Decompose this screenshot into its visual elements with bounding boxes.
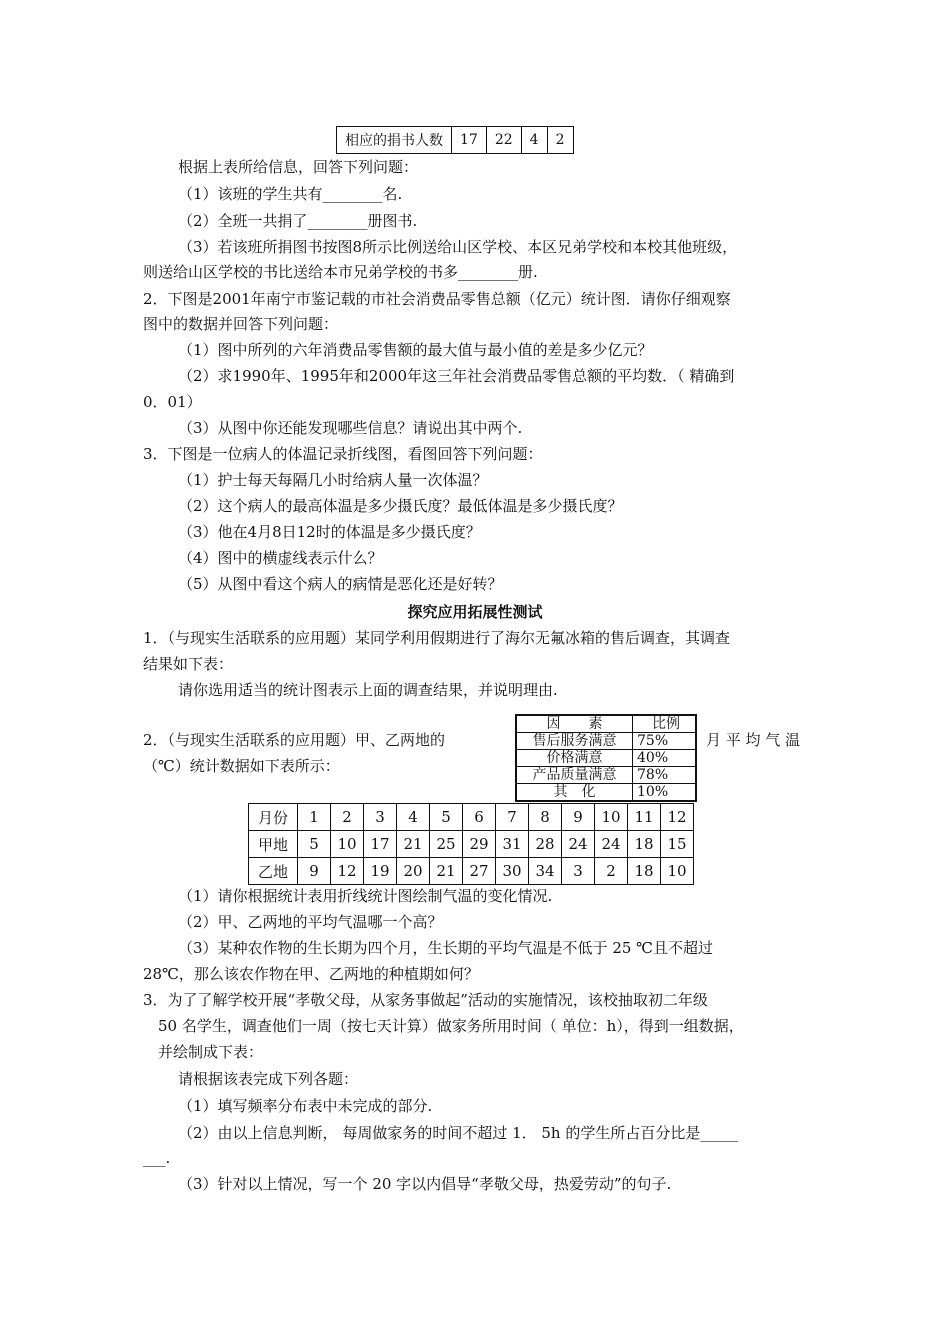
table-cell: 12	[331, 858, 364, 885]
text-line: （1）请你根据统计表用折线统计图绘制气温的变化情况.	[178, 887, 553, 905]
survey-table	[515, 714, 697, 802]
table-row	[516, 733, 696, 750]
table-cell: 2	[595, 858, 628, 885]
text-line: （3）从图中你还能发现哪些信息？请说出其中两个.	[178, 419, 523, 437]
table-cell: 9	[298, 858, 331, 885]
donation-count-table	[336, 126, 574, 154]
table-cell: 10	[661, 858, 694, 885]
table-cell: 78%	[633, 767, 697, 784]
text-line: （2）这个病人的最高体温是多少摄氏度？最低体温是多少摄氏度？	[178, 497, 623, 515]
table-cell: 75%	[633, 733, 697, 750]
table-cell: 7	[496, 804, 529, 831]
table-cell: 28	[529, 831, 562, 858]
table-cell: 18	[628, 858, 661, 885]
text-line: （3）某种农作物的生长期为四个月，生长期的平均气温是不低于 25 ℃且不超过	[178, 939, 713, 957]
table-cell: 31	[496, 831, 529, 858]
table-cell: 4	[397, 804, 430, 831]
text-line: 3．下图是一位病人的体温记录折线图，看图回答下列问题：	[143, 445, 543, 463]
table-cell: 17	[452, 127, 487, 154]
table-row	[516, 715, 696, 733]
table-cell: 24	[562, 831, 595, 858]
table-cell: 21	[397, 831, 430, 858]
text-line: （2）由以上信息判断， 每周做家务的时间不超过 1． 5h 的学生所占百分比是_____	[178, 1124, 738, 1142]
table-cell: 售后服务满意	[516, 733, 633, 750]
table-cell: 27	[463, 858, 496, 885]
table-cell: 乙地	[249, 858, 298, 885]
text-line: 请根据该表完成下列各题：	[178, 1070, 359, 1088]
text-line: （3）针对以上情况，写一个 20 字以内倡导“孝敬父母，热爱劳动”的句子.	[178, 1175, 672, 1193]
text-line: 2．（与现实生活联系的应用题）甲、乙两地的	[143, 731, 446, 749]
text-line: （1）填写频率分布表中未完成的部分.	[178, 1097, 433, 1115]
text-line: （2）甲、乙两地的平均气温哪一个高？	[178, 913, 443, 931]
table-cell: 15	[661, 831, 694, 858]
text-line: 则送给山区学校的书比送给本市兄弟学校的书多________册.	[143, 263, 538, 281]
table-cell: 8	[529, 804, 562, 831]
table-row	[249, 858, 694, 885]
table-cell: 25	[430, 831, 463, 858]
text-line: ___.	[143, 1149, 171, 1167]
table-cell: 2	[331, 804, 364, 831]
table-row	[337, 127, 574, 154]
table-cell: 17	[364, 831, 397, 858]
table-cell: 5	[298, 831, 331, 858]
text-line: 并绘制成下表：	[158, 1043, 264, 1061]
text-line: （1）该班的学生共有________名.	[178, 185, 403, 203]
table-cell: 甲地	[249, 831, 298, 858]
table-cell: 21	[430, 858, 463, 885]
table-row	[249, 831, 694, 858]
text-line: （℃）统计数据如下表所示：	[143, 757, 340, 775]
table-cell: 4	[521, 127, 547, 154]
table-cell: 3	[364, 804, 397, 831]
table-cell: 40%	[633, 750, 697, 767]
table-cell: 22	[486, 127, 521, 154]
table-row	[249, 804, 694, 831]
table-cell: 10	[595, 804, 628, 831]
table-cell: 因 素	[516, 715, 633, 733]
table-cell: 12	[661, 804, 694, 831]
text-line: 图中的数据并回答下列问题：	[143, 315, 339, 333]
table-cell: 10%	[633, 784, 697, 802]
text-line: （2）求1990年、1995年和2000年这三年社会消费品零售总额的平均数．（ 精确到	[178, 367, 735, 385]
table-cell: 相应的捐书人数	[337, 127, 452, 154]
text-line: （3）他在4月8日12时的体温是多少摄氏度？	[178, 523, 481, 541]
table-cell: 其 化	[516, 784, 633, 802]
text-line: （4）图中的横虚线表示什么？	[178, 549, 383, 567]
table-row	[516, 767, 696, 784]
text-line: 28℃，那么该农作物在甲、乙两地的种植期如何？	[143, 965, 479, 983]
text-line: （3）若该班所捐图书按图8所示比例送给山区学校、本区兄弟学校和本校其他班级，	[178, 238, 738, 256]
table-cell: 2	[547, 127, 573, 154]
table-cell: 3	[562, 858, 595, 885]
text-line: 根据上表所给信息，回答下列问题：	[178, 158, 419, 176]
text-line: 请你选用适当的统计图表示上面的调查结果，并说明理由.	[178, 681, 558, 699]
table-cell: 10	[331, 831, 364, 858]
text-line: 0．01）	[143, 393, 202, 411]
table-cell: 18	[628, 831, 661, 858]
table-cell: 比例	[633, 715, 697, 733]
table-cell: 29	[463, 831, 496, 858]
table-row	[516, 784, 696, 802]
temperature-table	[248, 803, 694, 885]
text-line: （1）图中所列的六年消费品零售额的最大值与最小值的差是多少亿元？	[178, 341, 653, 359]
text-line: 1．（与现实生活联系的应用题）某同学利用假期进行了海尔无氟冰箱的售后调查，其调查	[143, 629, 731, 647]
text-line: 2．下图是2001年南宁市鉴记载的市社会消费品零售总额（亿元）统计图．请你仔细观察	[143, 290, 731, 308]
table-cell: 6	[463, 804, 496, 831]
table-cell: 产品质量满意	[516, 767, 633, 784]
text-line: （2）全班一共捐了________册图书.	[178, 212, 418, 230]
text-line: 3．为了了解学校开展“孝敬父母，从家务事做起”活动的实施情况，该校抽取初二年级	[143, 991, 708, 1009]
table-cell: 20	[397, 858, 430, 885]
table-cell: 价格满意	[516, 750, 633, 767]
table-cell: 34	[529, 858, 562, 885]
text-line: （5）从图中看这个病人的病情是恶化还是好转？	[178, 575, 503, 593]
table-cell: 11	[628, 804, 661, 831]
text-line: 月 平 均 气 温	[706, 731, 801, 749]
text-line: 50 名学生，调查他们一周（按七天计算）做家务所用时间（ 单位：h），得到一组数据，	[158, 1017, 744, 1035]
text-line: 结果如下表：	[143, 655, 234, 673]
table-cell: 9	[562, 804, 595, 831]
section-title: 探究应用拓展性测试	[407, 603, 543, 621]
table-cell: 1	[298, 804, 331, 831]
table-cell: 月份	[249, 804, 298, 831]
table-cell: 19	[364, 858, 397, 885]
table-cell: 5	[430, 804, 463, 831]
table-row	[516, 750, 696, 767]
table-cell: 30	[496, 858, 529, 885]
text-line: （1）护士每天每隔几小时给病人量一次体温？	[178, 471, 488, 489]
table-cell: 24	[595, 831, 628, 858]
